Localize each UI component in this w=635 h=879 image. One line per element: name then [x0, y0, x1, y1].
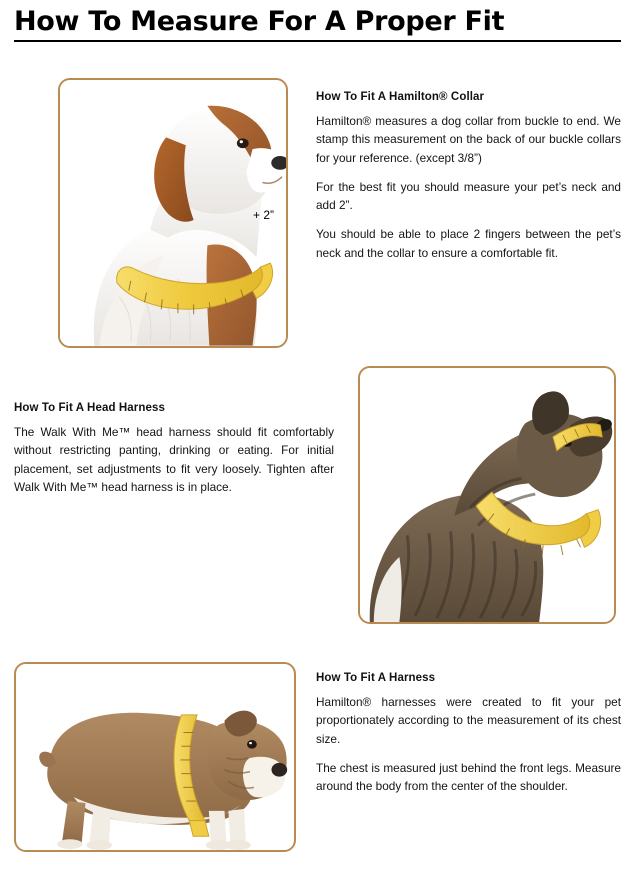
tape-overlay-label: + 2” — [252, 208, 274, 222]
section-collar — [14, 78, 621, 348]
page-title: How To Measure For A Proper Fit — [14, 6, 505, 37]
head-harness-heading: How To Fit A Head Harness — [14, 402, 165, 414]
collar-paragraph-3: You should be able to place 2 fingers between the pet’s neck and the collar to ensure a comfortable fit. — [316, 227, 621, 260]
harness-heading: How To Fit A Harness — [316, 672, 436, 684]
harness-photo-frame — [14, 662, 296, 852]
section-head-harness — [14, 366, 621, 624]
collar-paragraph-1: Hamilton® measures a dog collar from buckle to end. We stamp this measurement on the back of our buckle collars for your reference. (except 3/8”) — [316, 114, 621, 165]
page-title-block — [0, 0, 635, 42]
head-harness-photo-frame — [358, 366, 616, 624]
section-harness — [14, 662, 621, 852]
harness-text-column — [302, 662, 621, 852]
brindle-dog-illustration — [360, 368, 614, 622]
collar-heading: How To Fit A Hamilton® Collar — [316, 91, 485, 103]
head-harness-paragraph-1: The Walk With Me™ head harness should fit comfortably without restricting panting, drinking or eating. For initial placement, set adjustments to fit very loosely. Tighten after Walk With Me™ head harness is in place. — [14, 425, 334, 494]
collar-paragraph-2: For the best fit you should measure your pet’s neck and add 2”. — [316, 179, 621, 213]
head-harness-image-column — [350, 366, 623, 624]
collar-photo-frame — [58, 78, 288, 348]
harness-paragraph-2: The chest is measured just behind the front legs. Measure around the body from the center of the shoulder. — [316, 760, 621, 794]
collar-text-column — [302, 78, 621, 348]
bulldog-illustration — [16, 664, 294, 850]
harness-image-column — [14, 662, 302, 852]
head-harness-text-column — [14, 366, 350, 624]
harness-paragraph-1: Hamilton® harnesses were created to fit your pet proportionately according to the measurement of its chest size. — [316, 695, 621, 746]
collar-image-column — [14, 78, 302, 348]
title-divider — [14, 40, 621, 42]
